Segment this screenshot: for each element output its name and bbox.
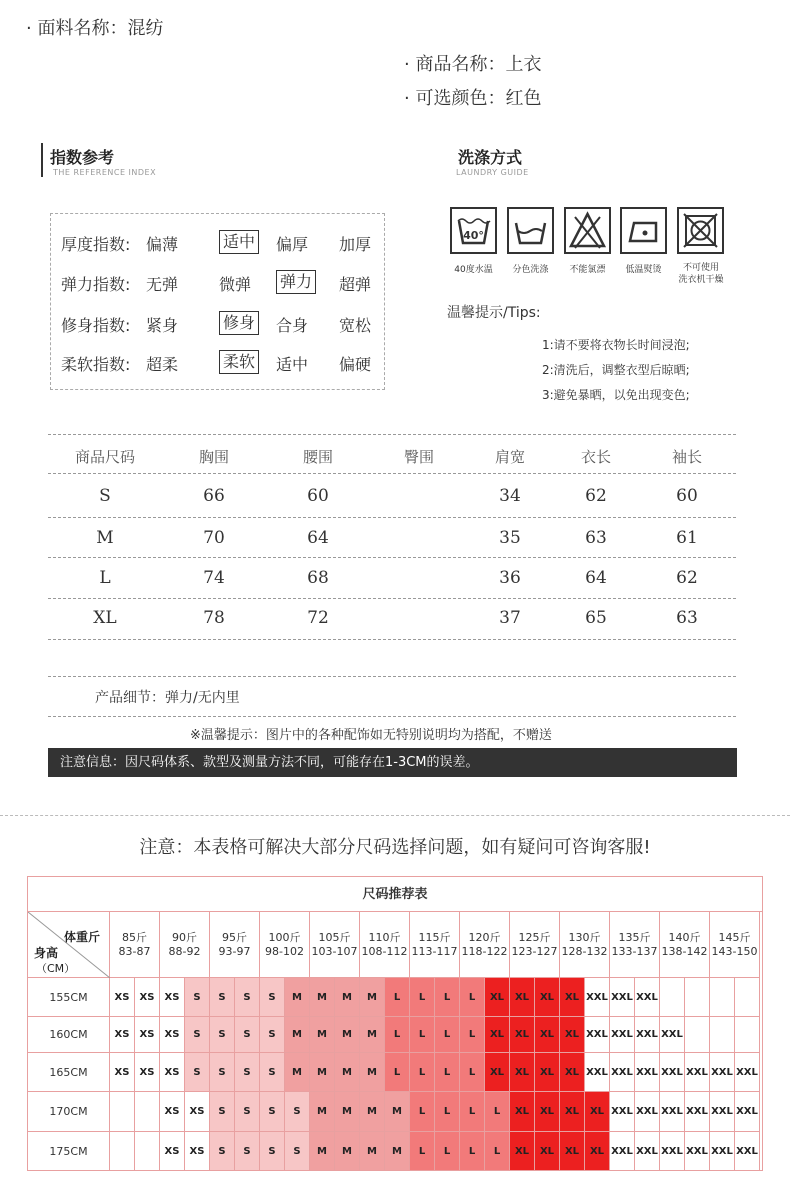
weight-range: 113-117: [411, 944, 458, 958]
size-cell: L: [410, 1053, 435, 1092]
size-cell: L: [385, 978, 410, 1017]
height-label: 165CM: [28, 1053, 110, 1092]
size-cell: XL: [535, 978, 560, 1017]
table-cell: 63: [676, 608, 698, 628]
size-cell: M: [360, 1017, 385, 1053]
size-cell: L: [410, 1017, 435, 1053]
size-cell: L: [485, 1092, 510, 1132]
table-header-cell: 衣长: [580, 448, 611, 466]
weight-header: [160, 912, 210, 978]
svg-text:40°: 40°: [463, 229, 484, 242]
size-cell: XXL: [635, 978, 660, 1017]
size-cell: S: [260, 1017, 285, 1053]
notice-bar: 注意信息：因尺码体系、款型及测量方法不同，可能存在1-3CM的误差。: [48, 748, 737, 777]
size-cell: XS: [160, 1092, 185, 1132]
height-label: 160CM: [28, 1017, 110, 1053]
size-cell: [135, 1132, 160, 1171]
index-row-label: 柔软指数:: [61, 355, 131, 374]
size-cell: XL: [560, 1132, 585, 1171]
size-cell: S: [210, 1092, 235, 1132]
table-cell: 60: [676, 486, 698, 506]
size-cell: M: [360, 1092, 385, 1132]
size-cell: XS: [110, 1053, 135, 1092]
index-title: 指数参考: [50, 148, 115, 167]
index-option: 偏厚: [276, 235, 309, 254]
size-cell: XS: [160, 1053, 185, 1092]
tips-title: 温馨提示/Tips:: [447, 305, 541, 321]
size-cell: [735, 978, 760, 1017]
table-header-cell: 袖长: [671, 448, 702, 466]
size-cell: L: [385, 1053, 410, 1092]
index-option-selected: 弹力: [276, 270, 316, 294]
weight-header: [310, 912, 360, 978]
size-cell: [110, 1132, 135, 1171]
index-row-label: 厚度指数:: [61, 235, 131, 254]
corner-height-label: 身高: [34, 946, 59, 960]
height-label: 155CM: [28, 978, 110, 1017]
size-cell: S: [260, 1132, 285, 1171]
size-cell: XL: [535, 1053, 560, 1092]
size-cell: L: [485, 1132, 510, 1171]
size-cell: XS: [135, 1017, 160, 1053]
index-option: 微弹: [219, 275, 252, 294]
table-cell: 37: [499, 608, 521, 628]
index-subtitle: THE REFERENCE INDEX: [53, 168, 157, 177]
size-cell: XXL: [635, 1017, 660, 1053]
size-cell: [110, 1092, 135, 1132]
size-cell: S: [235, 1132, 260, 1171]
low-iron-label: 低温熨烫: [625, 265, 662, 275]
weight-value: 130斤: [568, 930, 601, 944]
tip-item: 3:避免暴晒，以免出现变色;: [542, 388, 690, 402]
weight-range: 98-102: [265, 944, 304, 958]
section-divider: [0, 815, 790, 816]
table-cell: 70: [203, 528, 225, 548]
table-cell: 65: [585, 608, 607, 628]
laundry-title: 洗涤方式: [458, 148, 523, 167]
table-divider: [48, 716, 736, 717]
size-cell: XS: [160, 1017, 185, 1053]
size-cell: M: [285, 1017, 310, 1053]
table-divider: [48, 639, 736, 640]
size-cell: S: [260, 1053, 285, 1092]
size-cell: XL: [585, 1092, 610, 1132]
weight-range: 108-112: [361, 944, 408, 958]
table-cell: 62: [585, 486, 607, 506]
no-bleach-icon: [564, 207, 611, 254]
index-option: 偏硬: [339, 355, 372, 374]
size-cell: XL: [510, 1017, 535, 1053]
size-cell: XS: [160, 978, 185, 1017]
weight-range: 143-150: [711, 944, 758, 958]
size-cell: M: [385, 1132, 410, 1171]
size-cell: XL: [535, 1092, 560, 1132]
size-cell: XL: [510, 1132, 535, 1171]
size-cell: XL: [585, 1132, 610, 1171]
size-cell: M: [335, 1092, 360, 1132]
size-cell: L: [435, 1053, 460, 1092]
weight-value: 110斤: [368, 930, 401, 944]
table-cell: 72: [307, 608, 329, 628]
size-cell: XXL: [660, 1092, 685, 1132]
size-cell: M: [335, 1053, 360, 1092]
index-option: 紧身: [146, 316, 179, 335]
weight-value: 125斤: [518, 930, 551, 944]
weight-range: 133-137: [611, 944, 658, 958]
size-cell: XL: [560, 1017, 585, 1053]
low-iron-icon: [620, 207, 667, 254]
size-cell: S: [185, 978, 210, 1017]
size-cell: XS: [135, 1053, 160, 1092]
weight-header: [510, 912, 560, 978]
table-cell: 66: [203, 486, 225, 506]
weight-value: 140斤: [668, 930, 701, 944]
table-header-cell: 肩宽: [494, 448, 525, 466]
size-cell: S: [210, 978, 235, 1017]
size-cell: XXL: [735, 1132, 760, 1171]
size-cell: M: [310, 978, 335, 1017]
size-cell: L: [460, 1092, 485, 1132]
size-cell: L: [460, 1132, 485, 1171]
table-divider: [48, 557, 736, 558]
size-cell: S: [285, 1132, 310, 1171]
table-header-cell: 腰围: [302, 448, 333, 466]
size-cell: XXL: [585, 1017, 610, 1053]
size-cell: XXL: [660, 1017, 685, 1053]
table-cell: 68: [307, 568, 329, 588]
weight-range: 88-92: [168, 944, 201, 958]
weight-value: 85斤: [122, 930, 147, 944]
size-cell: XL: [560, 1053, 585, 1092]
size-cell: L: [410, 1092, 435, 1132]
index-option-selected: 柔软: [219, 350, 259, 374]
size-recommendation-table: [27, 876, 763, 1171]
weight-value: 115斤: [418, 930, 451, 944]
index-option: 超弹: [339, 275, 372, 294]
weight-value: 145斤: [718, 930, 751, 944]
weight-value: 120斤: [468, 930, 501, 944]
table-header-cell: 胸围: [198, 448, 229, 466]
table-cell: 64: [585, 568, 607, 588]
size-cell: M: [285, 978, 310, 1017]
hand-wash-label: 分色洗涤: [512, 265, 549, 275]
size-cell: XXL: [685, 1092, 710, 1132]
size-cell: XL: [485, 1053, 510, 1092]
size-cell: XS: [110, 978, 135, 1017]
size-cell: [710, 1017, 735, 1053]
size-cell: [135, 1092, 160, 1132]
size-cell: L: [435, 978, 460, 1017]
size-cell: XS: [110, 1017, 135, 1053]
size-cell: XXL: [610, 1092, 635, 1132]
size-cell: M: [385, 1092, 410, 1132]
fabric-name: · 面料名称：混纺: [26, 18, 164, 39]
size-cell: S: [260, 1092, 285, 1132]
weight-header: [660, 912, 710, 978]
size-cell: L: [460, 1017, 485, 1053]
wash-40-icon: [450, 207, 497, 254]
size-cell: XXL: [585, 978, 610, 1017]
table-cell: 62: [676, 568, 698, 588]
table-cell: L: [99, 568, 111, 588]
table-header-cell: 臀围: [403, 448, 434, 466]
index-row-label: 弹力指数:: [61, 275, 131, 294]
size-cell: S: [185, 1017, 210, 1053]
size-cell: S: [210, 1132, 235, 1171]
size-cell: XXL: [635, 1092, 660, 1132]
size-cell: XXL: [710, 1132, 735, 1171]
size-cell: XXL: [635, 1132, 660, 1171]
size-cell: XXL: [710, 1092, 735, 1132]
size-cell: M: [360, 1053, 385, 1092]
size-cell: XXL: [610, 1017, 635, 1053]
laundry-subtitle: LAUNDRY GUIDE: [456, 168, 529, 177]
size-cell: L: [385, 1017, 410, 1053]
table-cell: XL: [93, 608, 117, 628]
weight-header: [410, 912, 460, 978]
index-option: 偏薄: [146, 235, 179, 254]
size-cell: M: [335, 1017, 360, 1053]
size-cell: XS: [185, 1092, 210, 1132]
size-cell: XXL: [610, 1053, 635, 1092]
table-cell: 36: [499, 568, 521, 588]
table-header-cell: 商品尺码: [74, 448, 135, 466]
size-cell: M: [335, 1132, 360, 1171]
size-cell: M: [360, 978, 385, 1017]
size-cell: L: [460, 1053, 485, 1092]
tip-item: 1:请不要将衣物长时间浸泡;: [542, 338, 690, 352]
size-cell: [685, 1017, 710, 1053]
reminder-text: ※温馨提示：图片中的各种配饰如无特别说明均为搭配，不赠送: [190, 728, 552, 743]
table-divider: [48, 473, 736, 474]
index-option: 宽松: [339, 316, 372, 335]
weight-value: 105斤: [318, 930, 351, 944]
weight-range: 123-127: [511, 944, 558, 958]
weight-header: [210, 912, 260, 978]
no-tumble-dry-icon: [677, 207, 724, 254]
table-cell: 64: [307, 528, 329, 548]
size-cell: L: [435, 1132, 460, 1171]
weight-header: [260, 912, 310, 978]
table-divider: [48, 598, 736, 599]
height-label: 175CM: [28, 1132, 110, 1171]
no-bleach-label: 不能氯漂: [569, 265, 606, 275]
size-cell: S: [260, 978, 285, 1017]
size-cell: [685, 978, 710, 1017]
size-cell: XS: [135, 978, 160, 1017]
index-option: 无弹: [146, 275, 179, 294]
size-cell: XXL: [685, 1053, 710, 1092]
weight-range: 118-122: [461, 944, 508, 958]
index-option-selected: 修身: [219, 311, 259, 335]
weight-range: 93-97: [218, 944, 251, 958]
size-cell: XXL: [635, 1053, 660, 1092]
table-cell: 74: [203, 568, 225, 588]
size-cell: XXL: [710, 1053, 735, 1092]
size-cell: XL: [510, 1092, 535, 1132]
wash-40-label: 40度水温: [454, 265, 493, 275]
corner-weight-label: 体重斤: [64, 930, 101, 944]
size-cell: XXL: [585, 1053, 610, 1092]
index-option-selected: 适中: [219, 230, 259, 254]
size-cell: S: [235, 978, 260, 1017]
index-option: 合身: [276, 316, 309, 335]
size-cell: XL: [560, 978, 585, 1017]
size-cell: M: [310, 1017, 335, 1053]
size-cell: L: [410, 978, 435, 1017]
weight-header: [560, 912, 610, 978]
product-name: · 商品名称：上衣: [404, 54, 542, 75]
size-cell: M: [285, 1053, 310, 1092]
rec-corner-cell: [28, 912, 110, 978]
size-cell: XS: [185, 1132, 210, 1171]
index-header-bar: [41, 143, 43, 177]
size-cell: S: [285, 1092, 310, 1132]
corner-unit-label: （CM）: [36, 962, 76, 975]
size-cell: XL: [535, 1017, 560, 1053]
size-cell: M: [335, 978, 360, 1017]
size-cell: S: [235, 1053, 260, 1092]
size-cell: M: [310, 1053, 335, 1092]
index-row-label: 修身指数:: [61, 316, 131, 335]
index-option: 加厚: [339, 235, 372, 254]
size-cell: L: [410, 1132, 435, 1171]
index-box: [50, 213, 385, 390]
weight-range: 128-132: [561, 944, 608, 958]
weight-value: 95斤: [222, 930, 247, 944]
size-cell: L: [435, 1017, 460, 1053]
size-cell: S: [235, 1092, 260, 1132]
weight-range: 103-107: [311, 944, 358, 958]
size-cell: XXL: [660, 1132, 685, 1171]
size-cell: XL: [510, 978, 535, 1017]
size-cell: XS: [160, 1132, 185, 1171]
size-cell: M: [360, 1132, 385, 1171]
size-cell: XXL: [735, 1053, 760, 1092]
size-cell: XL: [485, 978, 510, 1017]
hand-wash-icon: [507, 207, 554, 254]
weight-value: 90斤: [172, 930, 197, 944]
size-cell: S: [235, 1017, 260, 1053]
size-cell: L: [460, 978, 485, 1017]
table-divider: [48, 434, 736, 435]
table-cell: 63: [585, 528, 607, 548]
weight-header: [710, 912, 760, 978]
table-cell: 60: [307, 486, 329, 506]
rec-note: 注意：本表格可解决大部分尺码选择问题，如有疑问可咨询客服!: [139, 837, 651, 858]
rec-table-title: 尺码推荐表: [28, 877, 762, 912]
size-cell: M: [310, 1092, 335, 1132]
weight-value: 135斤: [618, 930, 651, 944]
size-cell: L: [435, 1092, 460, 1132]
weight-range: 83-87: [118, 944, 151, 958]
size-cell: [660, 978, 685, 1017]
product-details: 产品细节：弹力/无内里: [95, 690, 240, 706]
size-cell: XL: [510, 1053, 535, 1092]
height-label: 170CM: [28, 1092, 110, 1132]
table-cell: M: [96, 528, 114, 548]
table-cell: 34: [499, 486, 521, 506]
weight-header: [460, 912, 510, 978]
size-cell: S: [185, 1053, 210, 1092]
table-cell: 35: [499, 528, 521, 548]
weight-range: 138-142: [661, 944, 708, 958]
weight-header: [360, 912, 410, 978]
index-option: 超柔: [146, 355, 179, 374]
table-cell: S: [99, 486, 111, 506]
size-cell: S: [210, 1017, 235, 1053]
size-cell: S: [210, 1053, 235, 1092]
no-tumble-dry-label: 不可使用 洗衣机干燥: [678, 263, 724, 285]
table-cell: 78: [203, 608, 225, 628]
size-cell: XXL: [735, 1092, 760, 1132]
table-cell: 61: [676, 528, 698, 548]
size-cell: XXL: [660, 1053, 685, 1092]
size-cell: XL: [560, 1092, 585, 1132]
table-divider: [48, 517, 736, 518]
size-cell: XL: [535, 1132, 560, 1171]
tip-item: 2:清洗后，调整衣型后晾晒;: [542, 363, 690, 377]
weight-header: [110, 912, 160, 978]
table-divider: [48, 676, 736, 677]
weight-header: [610, 912, 660, 978]
size-cell: XXL: [610, 1132, 635, 1171]
size-cell: M: [310, 1132, 335, 1171]
index-option: 适中: [276, 355, 309, 374]
size-cell: XXL: [610, 978, 635, 1017]
size-cell: XL: [485, 1017, 510, 1053]
size-cell: [710, 978, 735, 1017]
product-color: · 可选颜色：红色: [404, 88, 542, 109]
weight-value: 100斤: [268, 930, 301, 944]
size-cell: [735, 1017, 760, 1053]
size-cell: XXL: [685, 1132, 710, 1171]
